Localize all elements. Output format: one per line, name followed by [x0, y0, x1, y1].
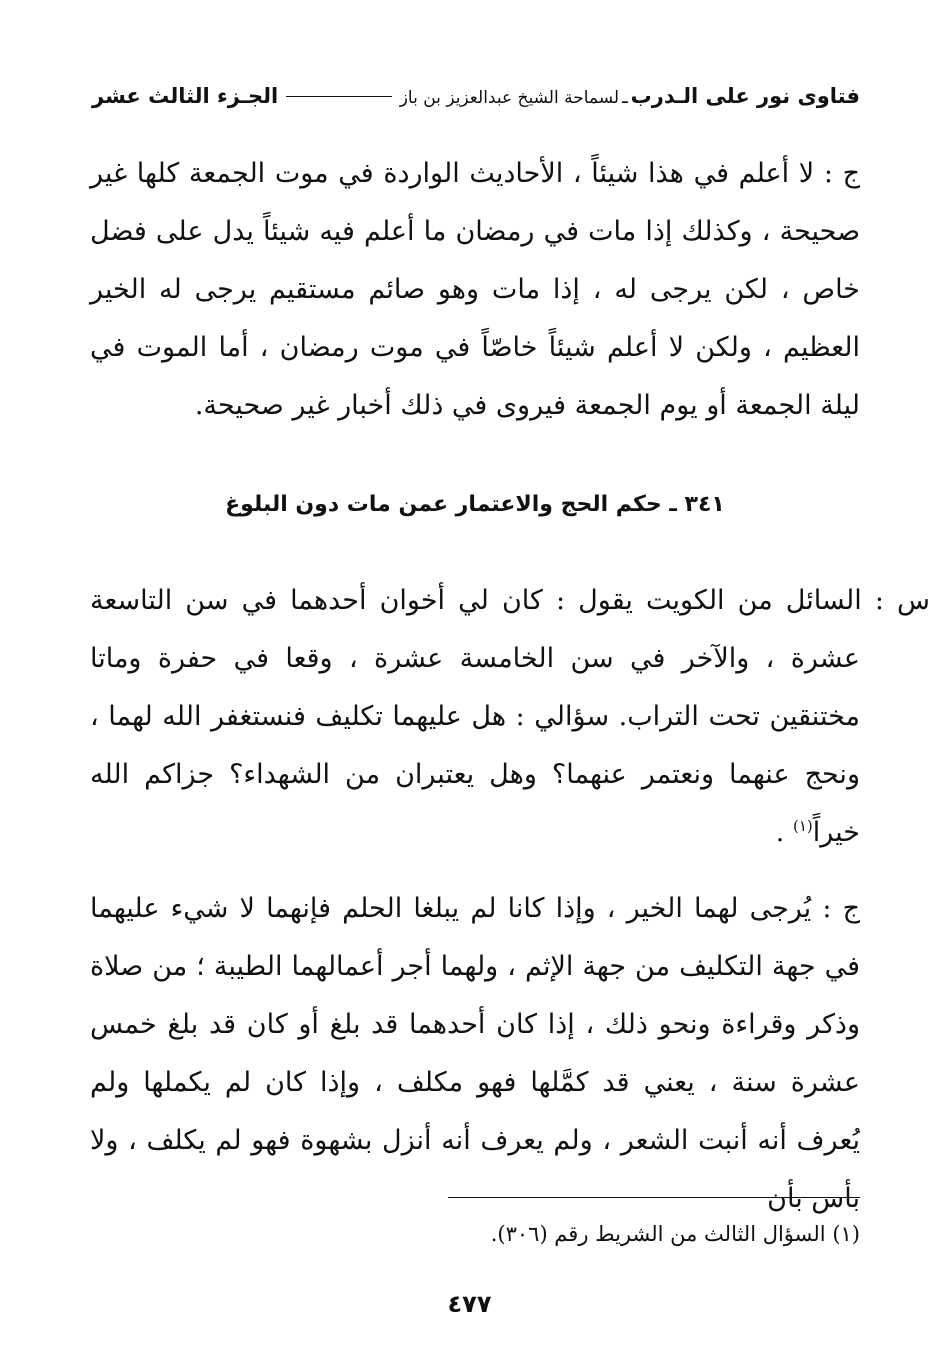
answer-paragraph	[90, 145, 860, 435]
question-prefix: س :	[874, 585, 930, 616]
footnote-text: السؤال الثالث من الشريط رقم (٣٠٦).	[490, 1222, 826, 1246]
answer-prefix-2: ج :	[822, 893, 860, 924]
answer-prefix: ج :	[823, 158, 860, 189]
question-end: .	[775, 817, 793, 848]
header-separator: ـ	[622, 86, 628, 108]
footnote-reference: (١)	[792, 817, 813, 835]
footnote	[90, 1222, 860, 1246]
header-rule	[286, 96, 391, 97]
answer-text: لا أعلم في هذا شيئاً ، الأحاديث الواردة في موت الجمعة كلها غير صحيحة ، وكذلك إذا مات في رمضان ما أعلم فيه شيئاً يدل على فضل خاص ، لكن يرجى له ، إذا مات وهو صائم مستقيم يرجى له الخير العظيم ، ولكن لا أعلم شيئاً خاصّاً في موت رمضان ، أما الموت في ليلة الجمعة أو يوم الجمعة فيروى في ذلك أخبار غير صحيحة.	[90, 158, 860, 421]
running-header	[92, 84, 860, 118]
book-title: فتاوى نور على الـدرب	[630, 84, 860, 108]
author-name: لسماحة الشيخ عبدالعزيز بن باز	[399, 88, 620, 108]
answer-text-2: يُرجى لهما الخير ، وإذا كانا لم يبلغا الحلم فإنهما لا شيء عليهما في جهة التكليف من جهة الإثم ، ولهما أجر أعمالهما الطيبة ؛ من صلاة وذكر وقراءة ونحو ذلك ، إذا كان أحدهما قد بلغ أو كان قد بلغ خمس عشرة سنة ، يعني قد كمَّلها فهو مكلف ، وإذا كان لم يكملها ولم يُعرف أنه أنبت الشعر ، ولم يعرف أنه أنزل بشهوة فهو لم يكلف ، ولا بأس بأن	[90, 893, 860, 1214]
footnote-separator	[448, 1197, 860, 1198]
volume-label: الجـزء الثالث عشر	[92, 84, 279, 108]
answer-paragraph-2	[90, 880, 860, 1228]
question-text: السائل من الكويت يقول : كان لي أخوان أحدهما في سن التاسعة عشرة ، والآخر في سن الخامسة عشرة ، وقعا في حفرة وماتا مختنقين تحت التراب. سؤالي : هل عليهما تكليف فنستغفر الله لهما ، ونحج عنهما ونعتمر عنهما؟ وهل يعتبران من الشهداء؟ جزاكم الله خيراً	[90, 585, 862, 848]
question-paragraph	[90, 572, 930, 862]
section-title: ٣٤١ ـ حكم الحج والاعتمار عمن مات دون البلوغ	[225, 492, 725, 517]
footnote-marker: (١)	[832, 1222, 860, 1246]
page-number: ٤٧٧	[447, 1290, 492, 1318]
